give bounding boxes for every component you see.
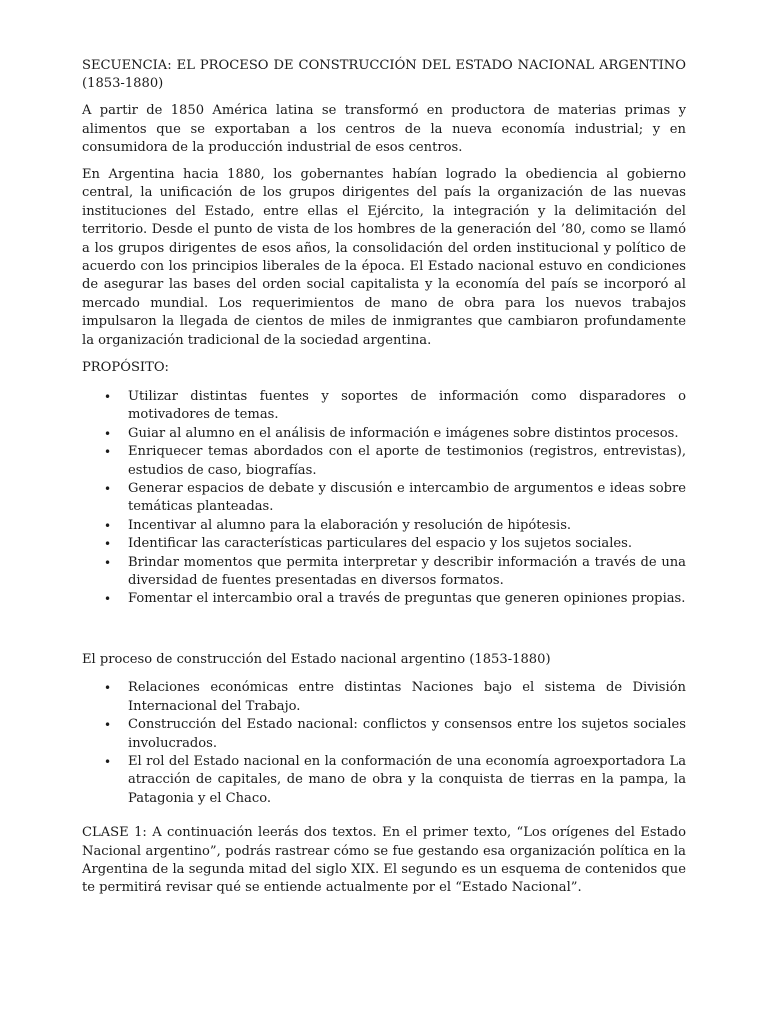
intro-paragraph-1: A partir de 1850 América latina se transformó en productora de materias primas y alimentos que se exportaban a los centros de la nueva economía industrial; y en consumidora de la producción industrial de esos centros. <box>82 103 686 156</box>
purpose-item-8: • Fomentar el intercambio oral a través de preguntas que generen opiniones propias. <box>82 590 686 608</box>
intro-paragraph-2: En Argentina hacia 1880, los gobernantes habían logrado la obediencia al gobierno central, la unificación de los grupos dirigentes del país la organización de las nuevas instituciones del Estado, entre ellas el Ejército, la integración y la delimitación del territorio. Desde el punto de vista de los hombres de la generación del ’80, como se llamó a los grupos dirigentes de esos años, la consolidación del orden institucional y político de acuerdo con los principios liberales de la época. El Estado nacional estuvo en condiciones de asegurar las bases del orden social capitalista y la economía del país se incorporó al mercado mundial. Los requerimientos de mano de obra para los nuevos trabajos impulsaron la llegada de cientos de miles de inmigrantes que cambiaron profundamente la organización tradicional de la sociedad argentina. <box>82 167 686 348</box>
document-title: SECUENCIA: EL PROCESO DE CONSTRUCCIÓN DEL ESTADO NACIONAL ARGENTINO (1853-1880) <box>82 58 686 92</box>
purpose-item-5: • Incentivar al alumno para la elaboración y resolución de hipótesis. <box>82 517 686 535</box>
purpose-item-3: • Enriquecer temas abordados con el aporte de testimonios (registros, entrevistas), estudios de caso, biografías. <box>82 443 686 480</box>
section-item-3: • El rol del Estado nacional en la conformación de una economía agroexportadora La atracción de capitales, de mano de obra y la conquista de tierras en la pampa, la Patagonia y el Chaco. <box>82 753 686 808</box>
section-spacer <box>82 625 686 651</box>
purpose-item-4: • Generar espacios de debate y discusión e intercambio de argumentos e ideas sobre temáticas planteadas. <box>82 480 686 517</box>
purpose-item-6: • Identificar las características particulares del espacio y los sujetos sociales. <box>82 535 686 553</box>
purpose-item-7: • Brindar momentos que permita interpretar y describir información a través de una diversidad de fuentes presentadas en diversos formatos. <box>82 554 686 591</box>
section-list <box>82 679 686 808</box>
purpose-list <box>82 388 686 609</box>
purpose-item-2: • Guiar al alumno en el análisis de información e imágenes sobre distintos procesos. <box>82 425 686 443</box>
class-paragraph: CLASE 1: A continuación leerás dos textos. En el primer texto, “Los orígenes del Estado Nacional argentino”, podrás rastrear cómo se fue gestando esa organización política en la Argentina de la segunda mitad del siglo XIX. El segundo es un esquema de contenidos que te permitirá revisar qué se entiende actualmente por el “Estado Nacional”. <box>82 825 686 896</box>
document-page <box>82 57 686 906</box>
purpose-heading: PROPÓSITO: <box>82 359 169 375</box>
purpose-item-1: • Utilizar distintas fuentes y soportes de información como disparadores o motivadores de temas. <box>82 388 686 425</box>
section-item-2: • Construcción del Estado nacional: conflictos y consensos entre los sujetos sociales involucrados. <box>82 716 686 753</box>
section-item-1: • Relaciones económicas entre distintas Naciones bajo el sistema de División Internacional del Trabajo. <box>82 679 686 716</box>
section-heading: El proceso de construcción del Estado nacional argentino (1853-1880) <box>82 651 551 667</box>
